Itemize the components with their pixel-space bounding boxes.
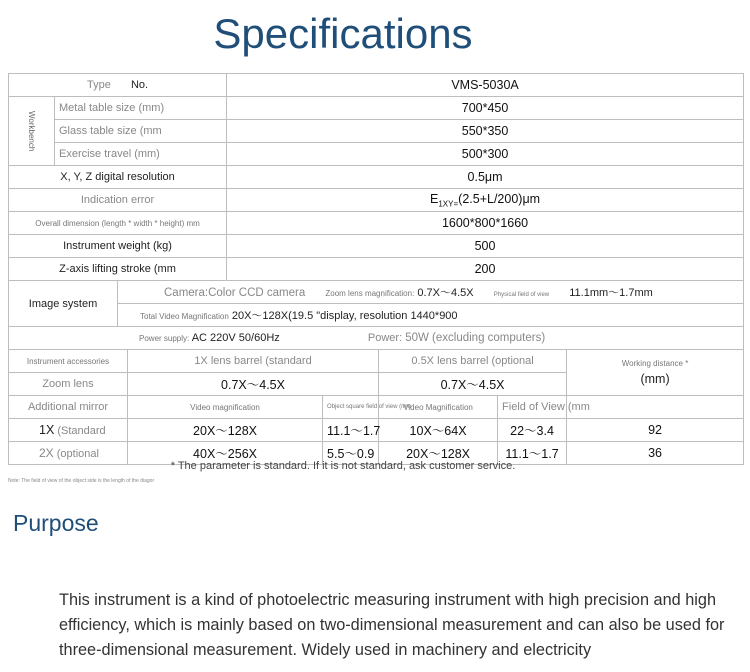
glass-table-label: Glass table size (mm <box>55 120 227 143</box>
zoom-mag-value: 0.7X～4.5X <box>417 287 474 299</box>
total-video-value: 20X～128X(19.5 "display, resolution 1440*900 <box>231 310 458 322</box>
video2-1x-value: 10X～64X <box>379 419 498 442</box>
video-mag-header-1: Video magnification <box>128 396 323 419</box>
weight-label: Instrument weight (kg) <box>9 235 227 258</box>
glass-table-row <box>9 120 744 143</box>
mirror-1x-sub: (Standard <box>57 425 106 437</box>
field-note: Note: The field of view of the object side is the length of the diagor <box>8 478 155 484</box>
total-video-row <box>9 304 744 327</box>
error-value-cell <box>227 189 744 212</box>
error-row <box>9 189 744 212</box>
power-row <box>9 327 744 350</box>
camera-value: Color CCD camera <box>208 287 306 299</box>
metal-table-label: Metal table size (mm) <box>55 97 227 120</box>
error-prefix: E <box>430 191 439 206</box>
mirror-label: Additional mirror <box>9 396 128 419</box>
distance-header-blank <box>567 396 744 419</box>
image-system-row <box>9 281 744 304</box>
glass-table-value: 550*350 <box>227 120 744 143</box>
zoom-mag-label: Zoom lens magnification: <box>325 289 415 298</box>
total-video-label: Total Video Magnification <box>140 312 229 321</box>
object-field-header: Object square field of view (mm <box>323 396 379 419</box>
field-label: Physical field of view <box>493 292 550 298</box>
weight-value: 500 <box>227 235 744 258</box>
video2-2x-value: 20X～128X <box>379 442 498 465</box>
metal-table-row <box>9 97 744 120</box>
barrel-05x: 0.5X lens barrel (optional <box>379 350 567 373</box>
stroke-row <box>9 258 744 281</box>
table-row <box>9 419 744 442</box>
mirror-header-row <box>9 396 744 419</box>
total-video-cell <box>118 304 744 327</box>
mirror-1x-cell <box>9 419 128 442</box>
type-label: Type <box>86 79 111 91</box>
distance-1x-value: 92 <box>567 419 744 442</box>
working-distance-unit: (mm) <box>640 372 670 386</box>
power-cell <box>9 327 744 350</box>
stroke-value: 200 <box>227 258 744 281</box>
standard-footnote: * The parameter is standard. If it is not standard, ask customer service. <box>170 460 516 472</box>
mirror-2x-label: 2X <box>39 446 54 460</box>
mirror-1x-label: 1X <box>39 423 55 437</box>
workbench-label: Workbench <box>9 97 55 166</box>
travel-value: 500*300 <box>227 143 744 166</box>
video-mag-header-2: Video Magnification <box>379 396 498 419</box>
accessories-row <box>9 350 744 373</box>
dimension-value: 1600*800*1660 <box>227 212 744 235</box>
power-supply-label: Power supply: <box>139 334 190 343</box>
travel-label: Exercise travel (mm) <box>55 143 227 166</box>
no-label: No. <box>130 79 149 91</box>
error-label: Indication error <box>9 189 227 212</box>
power-label: Power: <box>367 332 403 344</box>
barrel-1x: 1X lens barrel (standard <box>128 350 379 373</box>
camera-label: Camera: <box>164 287 209 299</box>
distance-2x-value: 36 <box>567 442 744 465</box>
metal-table-value: 700*450 <box>227 97 744 120</box>
purpose-heading: Purpose <box>13 510 99 536</box>
field-view-header: Field of View (mm <box>498 396 567 419</box>
power-value: 50W (excluding computers) <box>405 332 546 344</box>
field-value: 11.1mm～1.7mm <box>569 287 653 299</box>
mirror-2x-sub: (optional <box>56 448 99 460</box>
accessories-label: Instrument accessories <box>9 350 128 373</box>
purpose-paragraph: This instrument is a kind of photoelectric measuring instrument with high precision and high efficiency, which is mainly based on two-dimensional measurement and can also be used for three-dimensional measurement. Widely used in machinery and electricity <box>59 591 725 659</box>
type-cell <box>9 74 227 97</box>
specifications-table <box>8 73 744 465</box>
type-row <box>9 74 744 97</box>
power-supply-value: AC 220V 50/60Hz <box>191 332 280 344</box>
resolution-row <box>9 166 744 189</box>
stroke-label: Z-axis lifting stroke (mm <box>9 258 227 281</box>
resolution-value: 0.5μm <box>227 166 744 189</box>
field2-1x-value: 22～3.4 <box>498 419 567 442</box>
error-value: (2.5+L/200)μm <box>458 191 541 206</box>
camera-cell <box>118 281 744 304</box>
dimension-row <box>9 212 744 235</box>
field2-2x-value: 11.1～1.7 <box>498 442 567 465</box>
field-2x-value: 5.5～0.9 <box>323 442 379 465</box>
working-distance-cell <box>567 350 744 396</box>
working-distance-label: Working distance * <box>621 359 689 368</box>
image-system-label: Image system <box>9 281 118 327</box>
video-1x-value: 20X～128X <box>128 419 323 442</box>
travel-row <box>9 143 744 166</box>
zoom-lens-05x: 0.7X～4.5X <box>379 373 567 396</box>
field-1x-value: 11.1～1.7 <box>323 419 379 442</box>
resolution-label: X, Y, Z digital resolution <box>9 166 227 189</box>
zoom-lens-label: Zoom lens <box>9 373 128 396</box>
zoom-lens-1x: 0.7X～4.5X <box>128 373 379 396</box>
dimension-label: Overall dimension (length * width * height) mm <box>9 212 227 235</box>
video-2x-value: 40X～256X <box>128 442 323 465</box>
weight-row <box>9 235 744 258</box>
model-value: VMS-5030A <box>227 74 744 97</box>
error-subscript: 1XY= <box>438 199 459 209</box>
page-title: Specifications <box>213 10 473 57</box>
